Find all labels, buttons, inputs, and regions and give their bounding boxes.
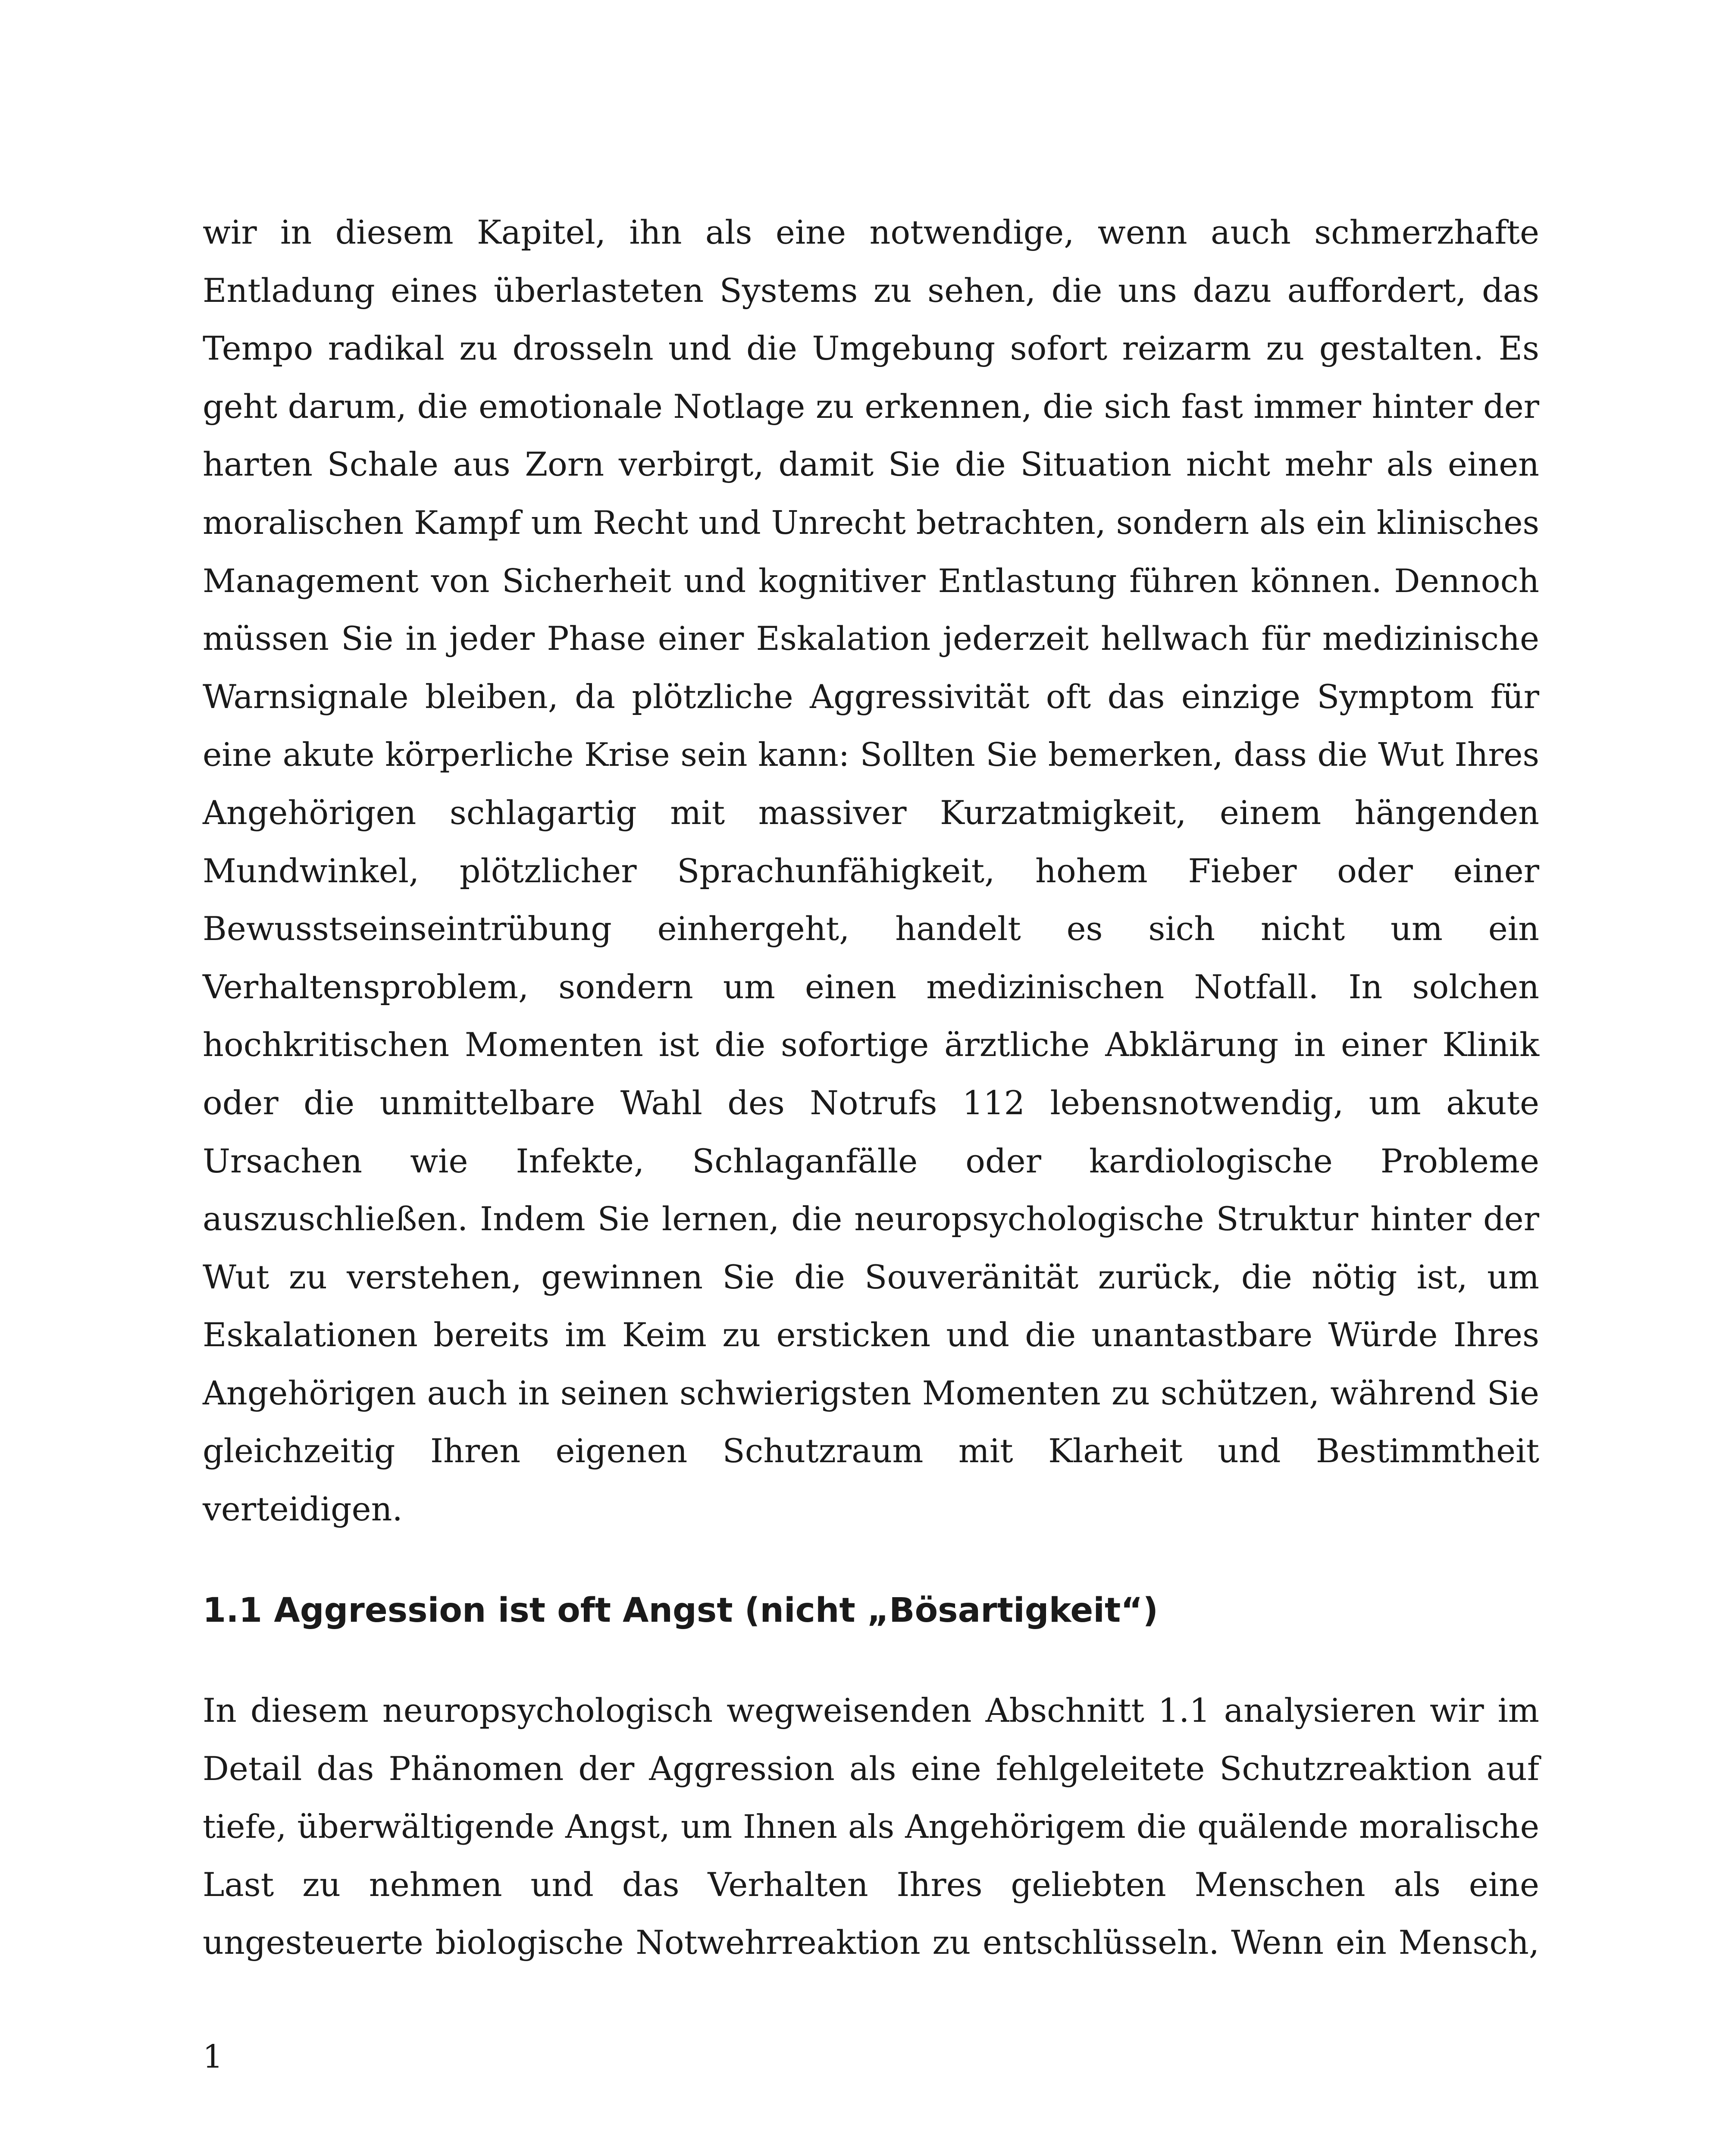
page-number: 1 xyxy=(203,2038,223,2075)
text-line: Eskalationen bereits im Keim zu ersticken und die unantastbare Würde Ihres xyxy=(203,1316,1539,1354)
text-line: Angehörigen schlagartig mit massiver Kurzatmigkeit, einem hängenden xyxy=(203,793,1539,832)
text-line: Wut zu verstehen, gewinnen Sie die Souveränität zurück, die nötig ist, um xyxy=(203,1257,1539,1296)
text-line: tiefe, überwältigende Angst, um Ihnen als Angehörigem die quälende moralische xyxy=(203,1808,1539,1846)
text-line: geht darum, die emotionale Notlage zu erkennen, die sich fast immer hinter der xyxy=(203,387,1539,426)
body-paragraph xyxy=(203,204,1539,1539)
text-line: wir in diesem Kapitel, ihn als eine notwendige, wenn auch schmerzhafte xyxy=(203,213,1539,251)
text-line: Entladung eines überlasteten Systems zu sehen, die uns dazu auffordert, das xyxy=(203,271,1539,310)
text-line: oder die unmittelbare Wahl des Notrufs 112 lebensnotwendig, um akute xyxy=(203,1083,1539,1122)
text-line: gleichzeitig Ihren eigenen Schutzraum mit Klarheit und Bestimmtheit xyxy=(203,1432,1539,1470)
section-heading: 1.1 Aggression ist oft Angst (nicht „Bösartigkeit“) xyxy=(203,1591,1159,1630)
body-paragraph xyxy=(203,1682,1539,1972)
text-line: Mundwinkel, plötzlicher Sprachunfähigkeit, hohem Fieber oder einer xyxy=(203,851,1539,890)
text-line: auszuschließen. Indem Sie lernen, die neuropsychologische Struktur hinter der xyxy=(203,1200,1539,1238)
text-line: Last zu nehmen und das Verhalten Ihres geliebten Menschen als eine xyxy=(203,1865,1539,1904)
text-line: ungesteuerte biologische Notwehrreaktion zu entschlüsseln. Wenn ein Mensch, xyxy=(203,1923,1539,1962)
text-line: Detail das Phänomen der Aggression als eine fehlgeleitete Schutzreaktion auf xyxy=(203,1749,1539,1788)
text-line: Tempo radikal zu drosseln und die Umgebung sofort reizarm zu gestalten. Es xyxy=(203,329,1539,368)
text-line: Warnsignale bleiben, da plötzliche Aggressivität oft das einzige Symptom für xyxy=(203,677,1539,716)
text-line: Bewusstseinseintrübung einhergeht, handelt es sich nicht um ein xyxy=(203,909,1539,948)
text-line: harten Schale aus Zorn verbirgt, damit Sie die Situation nicht mehr als einen xyxy=(203,445,1539,484)
text-line: Ursachen wie Infekte, Schlaganfälle oder kardiologische Probleme xyxy=(203,1141,1539,1180)
text-line: eine akute körperliche Krise sein kann: Sollten Sie bemerken, dass die Wut Ihres xyxy=(203,736,1539,774)
text-line: Verhaltensproblem, sondern um einen medizinischen Notfall. In solchen xyxy=(203,967,1539,1006)
text-line: Management von Sicherheit und kognitiver Entlastung führen können. Dennoch xyxy=(203,561,1539,600)
text-line: verteidigen. xyxy=(203,1490,403,1529)
text-line: hochkritischen Momenten ist die sofortige ärztliche Abklärung in einer Klinik xyxy=(203,1025,1539,1064)
text-line: Angehörigen auch in seinen schwierigsten Momenten zu schützen, während Sie xyxy=(203,1373,1539,1412)
text-line: müssen Sie in jeder Phase einer Eskalation jederzeit hellwach für medizinische xyxy=(203,619,1539,658)
text-line: In diesem neuropsychologisch wegweisenden Abschnitt 1.1 analysieren wir im xyxy=(203,1691,1539,1730)
text-line: moralischen Kampf um Recht und Unrecht betrachten, sondern als ein klinisches xyxy=(203,503,1539,542)
